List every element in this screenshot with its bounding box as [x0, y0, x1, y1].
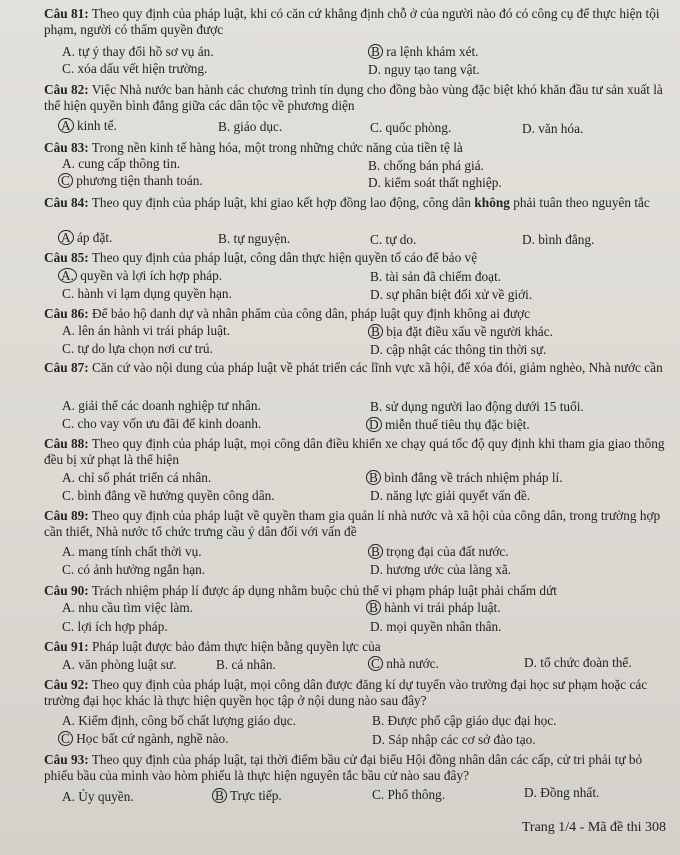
question-stem: Theo quy định của pháp luật, tại thời điểm bầu cử đại biểu Hội đồng nhân dân các cấp, cử tri phải tự bỏ phiếu bầu của mình vào hòm phiếu là thực hiện nguyên tắc bầu cử nào sau đây? — [44, 752, 643, 783]
option-82-b[interactable]: B. giáo dục. — [218, 119, 283, 134]
selected-answer-circle: B — [212, 788, 227, 803]
option-85-a[interactable]: A. quyền và lợi ích hợp pháp. — [58, 268, 222, 284]
question-label: Câu 81: — [44, 6, 89, 21]
question-stem: Theo quy định của pháp luật, mọi công dân điều khiển xe chạy quá tốc độ quy định khi tham gia giao thông đều bị xử phạt là thể hiện — [44, 436, 665, 467]
option-84-a[interactable]: A áp đặt. — [58, 230, 112, 246]
option-85-c[interactable]: C. hành vi lạm dụng quyền hạn. — [62, 286, 232, 301]
question-label: Câu 92: — [44, 677, 89, 692]
option-88-d[interactable]: D. năng lực giải quyết vấn đề. — [370, 488, 531, 503]
option-91-b[interactable]: B. cá nhân. — [216, 657, 276, 672]
question-label: Câu 85: — [44, 250, 89, 265]
selected-answer-circle: A — [58, 230, 74, 245]
option-93-a[interactable]: A. Ủy quyền. — [62, 789, 134, 804]
option-91-c[interactable]: C nhà nước. — [368, 656, 439, 672]
option-81-d[interactable]: D. ngụy tạo tang vật. — [368, 62, 480, 77]
question-stem: Việc Nhà nước ban hành các chương trình tín dụng cho đồng bào vùng đặc biệt khó khăn đầu tư sản xuất là thể hiện quyền bình đẳng giữa các dân tộc về phương diện — [44, 82, 663, 113]
option-81-a[interactable]: A. tự ý thay đổi hồ sơ vụ án. — [62, 44, 214, 59]
option-88-c[interactable]: C. bình đẳng về hưởng quyền công dân. — [62, 488, 275, 503]
option-82-c[interactable]: C. quốc phòng. — [370, 120, 452, 135]
question-89 — [44, 508, 670, 540]
question-88 — [44, 436, 670, 468]
question-label: Câu 88: — [44, 436, 89, 451]
option-87-a[interactable]: A. giải thể các doanh nghiệp tư nhân. — [62, 398, 261, 413]
question-stem: Trách nhiệm pháp lí được áp dụng nhằm buộc chủ thể vi phạm pháp luật phải chấm dứt — [91, 583, 557, 598]
question-stem: Căn cứ vào nội dung của pháp luật về phát triển các lĩnh vực xã hội, để xóa đói, giảm nghèo, Nhà nước cần — [92, 360, 663, 375]
option-92-b[interactable]: B. Được phổ cập giáo dục đại học. — [372, 713, 557, 728]
option-86-d[interactable]: D. cập nhật các thông tin thời sự. — [370, 342, 547, 357]
option-81-c[interactable]: C. xóa dấu vết hiện trường. — [62, 61, 208, 76]
option-92-c[interactable]: C Học bất cứ ngành, nghề nào. — [58, 731, 229, 747]
question-stem: Theo quy định của pháp luật, khi có căn cứ khẳng định chỗ ở của người nào đó có công cụ để thực hiện tội phạm, người có thẩm quyền được — [44, 6, 660, 37]
option-93-c[interactable]: C. Phổ thông. — [372, 787, 446, 802]
option-86-b[interactable]: B bịa đặt điều xấu về người khác. — [368, 324, 553, 340]
option-88-b[interactable]: B bình đẳng về trách nhiệm pháp lí. — [366, 470, 563, 486]
question-label: Câu 82: — [44, 82, 89, 97]
option-90-c[interactable]: C. lợi ích hợp pháp. — [62, 619, 168, 634]
option-91-d[interactable]: D. tổ chức đoàn thể. — [524, 655, 632, 670]
question-stem: Theo quy định của pháp luật, công dân thực hiện quyền tố cáo để bảo vệ — [91, 250, 478, 265]
option-89-a[interactable]: A. mang tính chất thời vụ. — [62, 544, 202, 559]
option-89-b[interactable]: B trọng đại của đất nước. — [368, 544, 509, 560]
question-86 — [44, 306, 670, 322]
option-90-d[interactable]: D. mọi quyền nhân thân. — [370, 619, 502, 634]
selected-answer-circle: C — [58, 173, 73, 188]
question-85 — [44, 250, 670, 266]
option-84-c[interactable]: C. tự do. — [370, 232, 417, 247]
question-label: Câu 91: — [44, 639, 89, 654]
question-87 — [44, 360, 670, 376]
option-87-c[interactable]: C. cho vay vốn ưu đãi để kinh doanh. — [62, 416, 262, 431]
question-stem: Theo quy định của pháp luật, mọi công dân được đăng kí dự tuyển vào trường đại học sư phạm hoặc các trường đại học khác là thực hiện quyền học tập ở nội dung nào sau đây? — [44, 677, 648, 708]
option-83-b[interactable]: B. chống bán phá giá. — [368, 158, 484, 173]
question-stem: Trong nền kinh tế hàng hóa, một trong những chức năng của tiền tệ là — [91, 140, 463, 155]
option-82-d[interactable]: D. văn hóa. — [522, 121, 584, 136]
question-82 — [44, 82, 670, 114]
option-84-b[interactable]: B. tự nguyện. — [218, 231, 291, 246]
option-83-d[interactable]: D. kiểm soát thất nghiệp. — [368, 175, 502, 190]
question-label: Câu 83: — [44, 140, 89, 155]
selected-answer-circle: B — [368, 44, 383, 59]
option-89-c[interactable]: C. có ảnh hưởng ngắn hạn. — [62, 562, 206, 577]
question-83 — [44, 140, 670, 156]
question-stem: Theo quy định của pháp luật về quyền tham gia quản lí nhà nước và xã hội của công dân, trong trường hợp cần thiết, Nhà nước tổ chức trưng cầu ý dân đối với vấn đề — [44, 508, 661, 539]
option-84-d[interactable]: D. bình đẳng. — [522, 232, 595, 247]
selected-answer-circle: C — [368, 656, 383, 671]
option-83-c[interactable]: C phương tiện thanh toán. — [58, 173, 203, 189]
question-label: Câu 89: — [44, 508, 89, 523]
question-label: Câu 87: — [44, 360, 89, 375]
selected-answer-circle: B — [368, 544, 383, 559]
option-91-a[interactable]: A. văn phòng luật sư. — [62, 657, 177, 672]
option-86-a[interactable]: A. lên án hành vi trái pháp luật. — [62, 323, 231, 338]
selected-answer-circle: B — [366, 600, 381, 615]
option-83-a[interactable]: A. cung cấp thông tin. — [62, 156, 181, 171]
option-92-d[interactable]: D. Sáp nhập các cơ sở đào tạo. — [372, 732, 536, 747]
question-91 — [44, 639, 670, 655]
option-85-b[interactable]: B. tài sản đã chiếm đoạt. — [370, 269, 502, 284]
selected-answer-circle: A. — [58, 268, 77, 283]
question-90 — [44, 583, 670, 599]
option-89-d[interactable]: D. hương ước của làng xã. — [370, 562, 512, 577]
question-84: Câu 84: Theo quy định của pháp luật, khi giao kết hợp đồng lao động, công dân không phải tuân theo nguyên tắc — [44, 195, 650, 210]
option-93-b[interactable]: B Trực tiếp. — [212, 788, 282, 804]
question-label: Câu 84: — [44, 195, 89, 210]
option-93-d[interactable]: D. Đồng nhất. — [524, 785, 600, 800]
question-93 — [44, 752, 670, 784]
page-footer: Trang 1/4 - Mã đề thi 308 — [521, 820, 666, 835]
option-87-d[interactable]: D miễn thuế tiêu thụ đặc biệt. — [366, 417, 530, 433]
option-88-a[interactable]: A. chỉ số phát triển cá nhân. — [62, 470, 212, 485]
option-86-c[interactable]: C. tự do lựa chọn nơi cư trú. — [62, 341, 213, 356]
question-92 — [44, 677, 670, 709]
selected-answer-circle: C — [58, 731, 73, 746]
option-82-a[interactable]: A kinh tế. — [58, 118, 117, 134]
option-81-b[interactable]: B ra lệnh khám xét. — [368, 44, 479, 60]
question-stem: Pháp luật được bảo đảm thực hiện bằng quyền lực của — [92, 639, 381, 654]
selected-answer-circle: A — [58, 118, 74, 133]
selected-answer-circle: D — [366, 417, 382, 432]
question-81 — [44, 6, 670, 38]
question-label: Câu 93: — [44, 752, 89, 767]
selected-answer-circle: B — [366, 470, 381, 485]
selected-answer-circle: B — [368, 324, 383, 339]
question-stem: Để bảo hộ danh dự và nhân phẩm của công dân, pháp luật quy định không ai được — [92, 306, 531, 321]
option-85-d[interactable]: D. sự phân biệt đối xử về giới. — [370, 287, 533, 302]
option-90-a[interactable]: A. nhu cầu tìm việc làm. — [62, 600, 194, 615]
question-label: Câu 86: — [44, 306, 89, 321]
option-90-b[interactable]: B hành vi trái pháp luật. — [366, 600, 501, 616]
option-92-a[interactable]: A. Kiểm định, công bố chất lượng giáo dục. — [62, 713, 296, 728]
option-87-b[interactable]: B. sử dụng người lao động dưới 15 tuổi. — [370, 399, 584, 414]
question-label: Câu 90: — [44, 583, 89, 598]
